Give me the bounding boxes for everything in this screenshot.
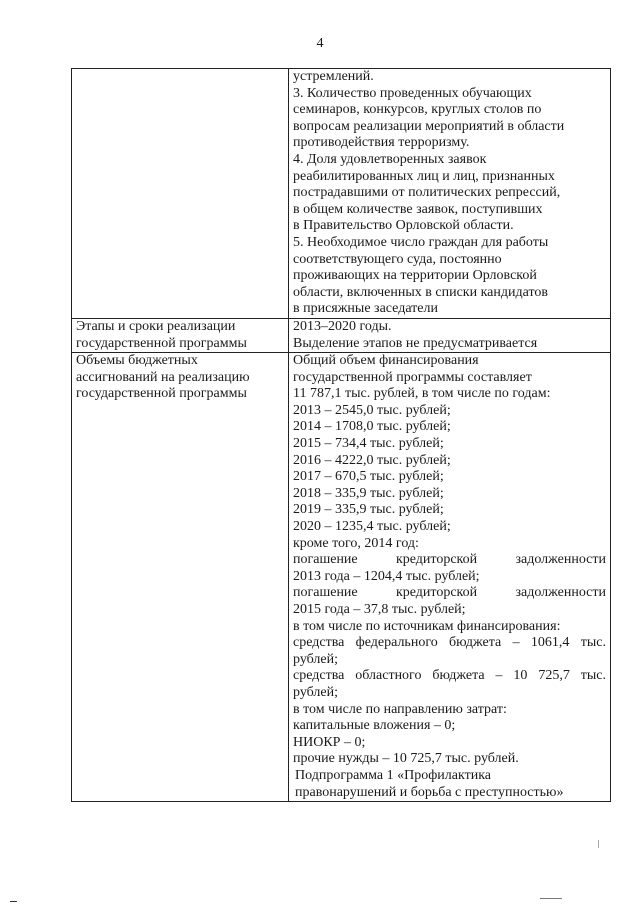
row-value-line: средства федерального бюджета – 1061,4 тыс. xyxy=(293,635,606,651)
row-value-line: пострадавшими от политических репрессий, xyxy=(293,185,561,201)
row-value-line: правонарушений и борьба с преступностью» xyxy=(295,784,564,800)
row-value-line: 5. Необходимое число граждан для работы xyxy=(293,234,549,250)
row-value-line: реабилитированных лиц и лиц, признанных xyxy=(293,168,555,184)
row-value-line: соответствующего суда, постоянно xyxy=(293,251,502,267)
row-value-cell xyxy=(289,353,611,802)
row-label-line: ассигнований на реализацию xyxy=(76,369,250,385)
row-value-line: НИОКР – 0; xyxy=(293,734,366,750)
row-value-line: государственной программы составляет xyxy=(293,369,532,385)
row-value-line: 2013 года – 1204,4 тыс. рублей; xyxy=(293,568,480,584)
row-value-line: 3. Количество проведенных обучающих xyxy=(293,85,532,101)
row-value-line: 2018 – 335,9 тыс. рублей; xyxy=(293,485,444,501)
row-label-cell xyxy=(72,353,289,802)
row-value-line: 2017 – 670,5 тыс. рублей; xyxy=(293,469,444,485)
row-value-line: 2013–2020 годы. xyxy=(293,318,392,334)
row-label-line: государственной программы xyxy=(76,335,247,351)
row-value-line: противодействия терроризму. xyxy=(293,135,470,151)
program-passport-table xyxy=(71,68,611,802)
row-value-line: 2019 – 335,9 тыс. рублей; xyxy=(293,502,444,518)
row-value-line: погашение кредиторской задолженности xyxy=(293,585,606,601)
row-value-line: кроме того, 2014 год: xyxy=(293,535,419,551)
row-value-line: 2015 – 734,4 тыс. рублей; xyxy=(293,436,444,452)
row-value-line: в Правительство Орловской области. xyxy=(293,218,514,234)
row-value-line: 2014 – 1708,0 тыс. рублей; xyxy=(293,419,451,435)
row-value-line: средства областного бюджета – 10 725,7 тыс. xyxy=(293,668,606,684)
row-value-line: капитальные вложения – 0; xyxy=(293,718,456,734)
row-value-line: семинаров, конкурсов, круглых столов по xyxy=(293,102,542,118)
row-value-line: проживающих на территории Орловской xyxy=(293,268,537,284)
row-value-line: в присяжные заседатели xyxy=(293,301,438,317)
row-value-cell xyxy=(289,318,611,352)
row-value-line: Общий объем финансирования xyxy=(293,353,479,369)
row-value-line: в общем количестве заявок, поступивших xyxy=(293,201,543,217)
row-value-cell xyxy=(289,69,611,319)
row-value-line: 2013 – 2545,0 тыс. рублей; xyxy=(293,402,451,418)
scan-artifact xyxy=(540,898,562,899)
scan-artifact xyxy=(10,901,17,902)
row-value-line: 2020 – 1235,4 тыс. рублей; xyxy=(293,519,451,535)
table-row xyxy=(72,318,611,352)
row-value-line: вопросам реализации мероприятий в области xyxy=(293,118,565,134)
row-value-line: в том числе по источникам финансирования: xyxy=(293,618,561,634)
row-value-line: 11 787,1 тыс. рублей, в том числе по годам: xyxy=(293,386,551,402)
row-label-cell xyxy=(72,69,289,319)
scan-artifact xyxy=(598,840,599,848)
row-label-line: Объемы бюджетных xyxy=(76,353,198,369)
row-value-line: в том числе по направлению затрат: xyxy=(293,701,507,717)
row-value-line: Выделение этапов не предусматривается xyxy=(293,335,538,351)
row-label-line: Этапы и сроки реализации xyxy=(76,318,236,334)
row-label-line: государственной программы xyxy=(76,386,247,402)
page-number: 4 xyxy=(316,36,324,51)
row-value-line: рублей; xyxy=(293,651,338,667)
row-value-line: рублей; xyxy=(293,684,338,700)
table-row xyxy=(72,69,611,319)
row-value-line: Подпрограмма 1 «Профилактика xyxy=(295,767,492,783)
row-value-line: 2016 – 4222,0 тыс. рублей; xyxy=(293,452,451,468)
row-value-line: устремлений. xyxy=(293,69,374,84)
row-value-line: погашение кредиторской задолженности xyxy=(293,552,606,568)
row-value-line: прочие нужды – 10 725,7 тыс. рублей. xyxy=(293,751,519,767)
row-value-line: 4. Доля удовлетворенных заявок xyxy=(293,151,487,167)
row-value-line: области, включенных в списки кандидатов xyxy=(293,284,549,300)
table-row xyxy=(72,353,611,802)
row-label-cell xyxy=(72,318,289,352)
row-value-line: 2015 года – 37,8 тыс. рублей; xyxy=(293,602,466,617)
